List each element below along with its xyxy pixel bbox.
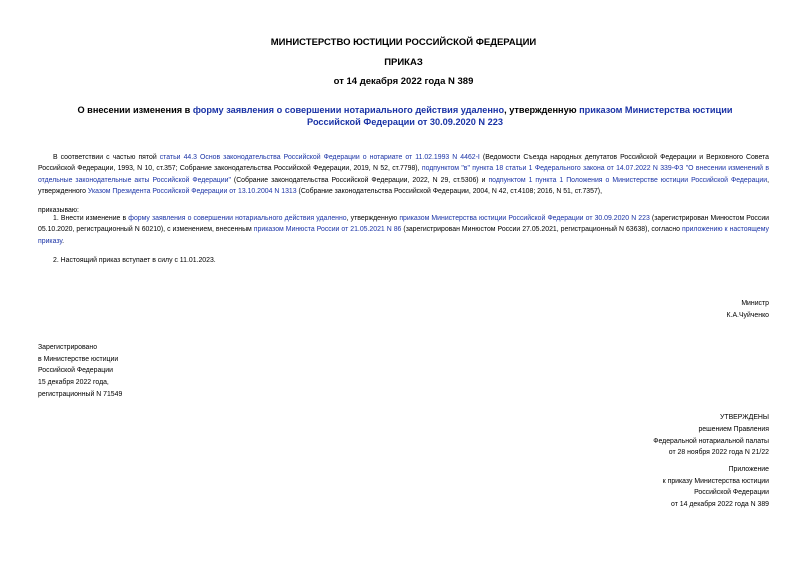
text-run: , утвержденную: [346, 215, 400, 222]
text-run: , утвержденного: [38, 176, 769, 196]
registration-line: Зарегистрировано: [38, 344, 98, 351]
link-appendix[interactable]: приложению к настоящему приказу: [38, 226, 769, 245]
registration-block: [38, 342, 122, 401]
doc-type-heading: ПРИКАЗ: [384, 57, 423, 68]
title-link-order[interactable]: приказом Министерства юстиции Российской Федерации от 30.09.2020 N 223: [307, 105, 733, 127]
approval-line: от 28 ноября 2022 года N 21/22: [668, 449, 769, 457]
text-run: В соответствии с частью пятой: [53, 154, 160, 161]
registration-line: в Министерстве юстиции: [38, 355, 119, 363]
link-form[interactable]: форму заявления о совершении нотариального действия удаленно: [128, 215, 347, 222]
registration-line: регистрационный N 71549: [38, 390, 123, 398]
signature-position: Министр: [741, 300, 769, 307]
paragraph-preamble: [38, 152, 769, 198]
registration-line: 15 декабря 2022 года,: [38, 379, 109, 387]
appendix-line: Приложение: [728, 466, 769, 473]
link-order-223[interactable]: приказом Министерства юстиции Российской Федерации от 30.09.2020 N 223: [399, 215, 650, 222]
text-run: 1. Внести изменение в: [53, 215, 129, 222]
text-run: (зарегистрирован Минюстом России 27.05.2021, регистрационный N 63638), согласно: [401, 226, 683, 234]
appendix-line: Российской Федерации: [694, 489, 769, 497]
signature-name: К.А.Чуйченко: [726, 311, 769, 319]
appendix-line: от 14 декабря 2022 года N 389: [671, 500, 769, 508]
approval-line: решением Правления: [698, 425, 769, 433]
link-notary-law-article[interactable]: статьи 44.3 Основ законодательства Российской Федерации о нотариате от 11.02.1993 N 4462-I: [159, 154, 480, 161]
approval-line: Федеральной нотариальной палаты: [653, 437, 769, 445]
document-title: [60, 104, 750, 128]
link-ministry-regulation[interactable]: подпунктом 1 пункта 1 Положения о Министерстве юстиции Российской Федерации: [488, 176, 768, 184]
approval-line: УТВЕРЖДЕНЫ: [720, 414, 769, 421]
title-text: , утвержденную: [504, 105, 580, 115]
paragraph-item-1: [38, 213, 769, 247]
link-order-86[interactable]: приказом Минюста России от 21.05.2021 N 86: [253, 226, 402, 234]
text-run: (Ведомости Съезда народных депутатов Российской Федерации и Верховного Совета Российской Федерации, 1993, N 10, ст.357; Собрание законодательства Российской Федерации, 2019, N 52, ст.7798),: [38, 154, 769, 173]
link-presidential-decree[interactable]: Указом Президента Российской Федерации от 13.10.2004 N 1313: [87, 188, 297, 196]
appendix-block: [663, 464, 769, 510]
text-run: (зарегистрирован Минюстом России 05.10.2020, регистрационный N 60210), с изменением, внесенным: [38, 215, 770, 234]
text-run: .: [62, 237, 65, 245]
signature-block: [727, 298, 769, 321]
paragraph-item-2: 2. Настоящий приказ вступает в силу с 11.01.2023.: [53, 257, 216, 264]
title-text: О внесении изменения в: [77, 105, 193, 115]
appendix-line: к приказу Министерства юстиции: [662, 477, 769, 485]
text-run: (Собрание законодательства Российской Федерации, 2022, N 29, ст.5306) и: [230, 176, 489, 184]
doc-date-number: от 14 декабря 2022 года N 389: [333, 76, 474, 87]
ministry-heading: МИНИСТЕРСТВО ЮСТИЦИИ РОССИЙСКОЙ ФЕДЕРАЦИИ: [270, 37, 537, 48]
link-federal-law-339[interactable]: подпунктом "в" пункта 18 статьи 1 Федерального закона от 14.07.2022 N 339-ФЗ "О внесении изменений в отдельные законодательные акты Российской Федерации": [38, 165, 769, 184]
text-run: (Собрание законодательства Российской Федерации, 2004, N 42, ст.4108; 2016, N 51, ст.7357),: [296, 188, 603, 196]
paragraph-order-word: приказываю:: [38, 207, 79, 214]
approval-block: [653, 412, 769, 459]
title-link-form[interactable]: форму заявления о совершении нотариального действия удаленно: [192, 105, 505, 115]
registration-line: Российской Федерации: [38, 367, 113, 375]
